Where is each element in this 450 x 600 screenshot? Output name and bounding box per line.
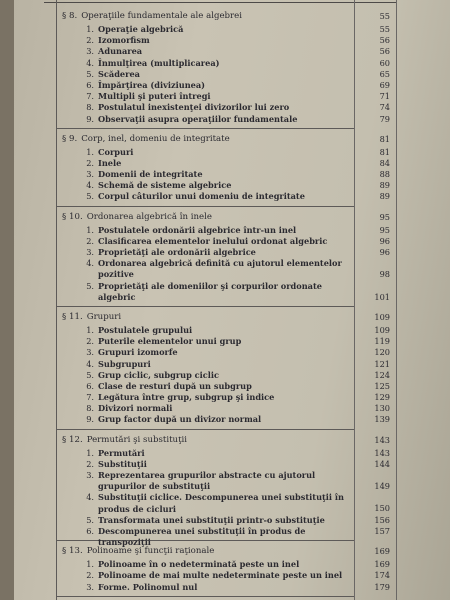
entry-title: Reprezentarea grupurilor abstracte cu ajutorul grupurilor de substituţii <box>98 470 316 492</box>
entry-page-number: 124 <box>374 369 390 380</box>
section-title: Corp, inel, domeniu de integritate <box>81 133 230 144</box>
entry-body <box>98 381 354 392</box>
toc-entry[interactable] <box>14 515 434 526</box>
entry-number: 1. <box>86 24 94 34</box>
entry-number: 5. <box>86 280 94 291</box>
entry-page-number: 120 <box>374 347 390 358</box>
section-number: § 12. <box>62 434 83 445</box>
toc-entry[interactable] <box>14 258 434 280</box>
entry-body <box>98 247 354 258</box>
toc-entry[interactable] <box>14 526 434 548</box>
entry-number: 4. <box>86 492 94 503</box>
entry-title: Grup ciclic, subgrup ciclic <box>98 369 219 380</box>
toc-entry[interactable] <box>14 58 434 69</box>
section-number: § 8. <box>62 11 78 21</box>
entry-number: 4. <box>86 180 94 191</box>
entry-number: 7. <box>86 91 94 102</box>
entry-title: Divizori normali <box>98 403 173 414</box>
entry-body <box>98 58 354 69</box>
entry-title: Descompunerea unei substituţii în produs de transpoziţii <box>98 526 306 548</box>
table-of-contents-page <box>14 0 450 600</box>
entry-body <box>98 225 354 236</box>
entry-title: Permutări <box>98 447 145 458</box>
section-number: § 9. <box>62 133 78 144</box>
entry-page-number: 139 <box>374 414 390 425</box>
section-divider <box>56 206 354 207</box>
section-title: Ordonarea algebrică în inele <box>86 211 212 222</box>
entry-page-number: 157 <box>374 526 390 536</box>
entry-title: Legătura între grup, subgrup şi indice <box>98 392 275 403</box>
entry-title: Izomorfism <box>98 35 150 46</box>
entry-number: 3. <box>86 581 94 592</box>
entry-body <box>98 459 354 470</box>
entry-title: Postulatul inexistenţei divizorilor lui zero <box>98 102 290 113</box>
section-title: Grupuri <box>86 311 122 322</box>
toc-entry[interactable] <box>14 392 434 403</box>
section-divider <box>56 429 354 430</box>
entry-title: Adunarea <box>98 46 143 57</box>
entry-body <box>98 359 354 370</box>
entry-number: 2. <box>86 157 94 168</box>
entry-title: Grupuri izomorfe <box>98 347 178 358</box>
entry-number: 5. <box>86 369 94 380</box>
entry-page-number: 125 <box>374 380 390 391</box>
toc-entry[interactable] <box>14 281 434 303</box>
entry-number: 3. <box>86 347 94 358</box>
toc-entry[interactable] <box>14 492 434 514</box>
section-number: § 11. <box>62 311 83 322</box>
entry-page-number: 179 <box>374 581 390 592</box>
toc-section <box>14 432 434 548</box>
toc-section <box>14 8 434 125</box>
entry-body <box>98 236 354 247</box>
entry-body <box>98 191 354 202</box>
section-title: Polinoame şi funcţii raţionale <box>86 546 215 557</box>
entry-body <box>98 570 354 581</box>
section-divider <box>56 596 354 597</box>
entry-number: 1. <box>86 324 94 335</box>
toc-sections <box>14 8 434 599</box>
entry-body <box>98 102 354 113</box>
entry-title: Clase de resturi după un subgrup <box>98 380 252 391</box>
entry-title: Inele <box>98 157 122 168</box>
entry-page-number: 89 <box>379 180 390 191</box>
toc-entry[interactable] <box>14 247 434 258</box>
entry-body <box>98 114 354 125</box>
entry-body <box>98 46 354 57</box>
entry-number: 2. <box>86 570 94 581</box>
entry-page-number: 109 <box>374 324 390 335</box>
entry-title: Observaţii asupra operaţiilor fundamentale <box>98 113 298 124</box>
top-rule <box>44 2 396 3</box>
entry-body <box>98 147 354 158</box>
entry-number: 9. <box>86 113 94 124</box>
entry-body <box>98 80 354 91</box>
section-number: § 10. <box>62 211 83 222</box>
section-heading <box>14 543 434 559</box>
toc-entry[interactable] <box>14 114 434 125</box>
entry-page-number: 149 <box>374 481 390 492</box>
entry-body <box>98 492 354 514</box>
toc-section <box>14 131 434 203</box>
toc-entry[interactable] <box>14 46 434 57</box>
entry-page-number: 96 <box>379 247 390 257</box>
toc-section <box>14 209 434 303</box>
section-title-line <box>62 312 121 322</box>
entry-number: 4. <box>86 258 94 269</box>
entry-number: 5. <box>86 68 94 79</box>
entry-page-number: 79 <box>379 113 390 124</box>
entry-title: Multipli şi puteri întregi <box>98 91 211 102</box>
entry-title: Corpuri <box>98 146 134 157</box>
section-heading <box>14 309 434 325</box>
entry-number: 3. <box>86 470 94 481</box>
entry-page-number: 129 <box>374 392 390 403</box>
section-page-number: 81 <box>379 133 390 144</box>
entry-page-number: 95 <box>379 224 390 235</box>
entry-body <box>98 35 354 46</box>
entry-body <box>98 281 354 303</box>
toc-entry[interactable] <box>14 169 434 180</box>
entry-page-number: 56 <box>379 35 390 46</box>
entry-body <box>98 515 354 526</box>
entry-number: 1. <box>86 559 94 570</box>
entry-number: 1. <box>86 146 94 157</box>
toc-entry[interactable] <box>14 336 434 347</box>
toc-entry[interactable] <box>14 102 434 113</box>
entry-page-number: 60 <box>379 57 390 68</box>
entry-number: 5. <box>86 191 94 202</box>
section-page-number: 169 <box>374 546 390 557</box>
entry-number: 6. <box>86 526 94 536</box>
entry-body <box>98 325 354 336</box>
entry-page-number: 130 <box>374 403 390 414</box>
entry-title: Proprietăţi ale domeniilor şi corpurilor ordonate algebric <box>98 280 322 302</box>
entry-page-number: 84 <box>379 157 390 168</box>
toc-entry[interactable] <box>14 359 434 370</box>
section-title: Operaţiile fundamentale ale algebrei <box>81 11 242 21</box>
entry-number: 1. <box>86 447 94 458</box>
entry-title: Transformata unei substituţii printr-o substituţie <box>98 514 325 525</box>
toc-entry[interactable] <box>14 91 434 102</box>
entry-body <box>98 370 354 381</box>
entry-body <box>98 403 354 414</box>
entry-page-number: 98 <box>379 269 390 280</box>
entry-page-number: 56 <box>379 46 390 57</box>
entry-page-number: 96 <box>379 235 390 246</box>
entry-number: 2. <box>86 336 94 347</box>
entry-body <box>98 582 354 593</box>
entry-page-number: 143 <box>374 447 390 458</box>
entry-title: Împărţirea (diviziunea) <box>98 79 206 90</box>
entry-number: 8. <box>86 102 94 113</box>
section-title-line <box>62 212 212 222</box>
section-title-line <box>62 435 187 445</box>
section-page-number: 143 <box>374 434 390 445</box>
toc-entry[interactable] <box>14 470 434 492</box>
entry-body <box>98 526 354 548</box>
entry-title: Subgrupuri <box>98 358 151 369</box>
entry-page-number: 55 <box>379 24 390 34</box>
entry-title: Polinoame de mai multe nedeterminate peste un inel <box>98 570 343 581</box>
entry-number: 3. <box>86 169 94 180</box>
entry-title: Postulatele ordonării algebrice într-un inel <box>98 224 297 235</box>
toc-entry[interactable] <box>14 414 434 425</box>
entry-body <box>98 180 354 191</box>
section-page-number: 55 <box>379 11 390 21</box>
entry-title: Operaţie algebrică <box>98 24 184 34</box>
toc-entry[interactable] <box>14 158 434 169</box>
entry-page-number: 119 <box>374 336 390 347</box>
entry-number: 2. <box>86 235 94 246</box>
entry-page-number: 81 <box>379 146 390 157</box>
section-title: Permutări şi substituţii <box>86 434 188 445</box>
entry-page-number: 121 <box>374 358 390 369</box>
toc-entry[interactable] <box>14 347 434 358</box>
toc-entry[interactable] <box>14 225 434 236</box>
entry-body <box>98 258 354 280</box>
entry-body <box>98 91 354 102</box>
section-heading <box>14 432 434 448</box>
toc-entry[interactable] <box>14 459 434 470</box>
entry-title: Forme. Polinomul nul <box>98 581 198 592</box>
entry-page-number: 144 <box>374 458 390 469</box>
toc-entry[interactable] <box>14 80 434 91</box>
entry-body <box>98 169 354 180</box>
entry-page-number: 65 <box>379 68 390 79</box>
entry-title: Ordonarea algebrică definită cu ajutorul elementelor pozitive <box>98 258 342 280</box>
entry-page-number: 174 <box>374 570 390 581</box>
entry-number: 8. <box>86 403 94 414</box>
toc-entry[interactable] <box>14 370 434 381</box>
entry-title: Înmulţirea (multiplicarea) <box>98 57 220 68</box>
entry-page-number: 150 <box>374 503 390 514</box>
entry-page-number: 74 <box>379 102 390 113</box>
entry-page-number: 156 <box>374 514 390 525</box>
section-heading <box>14 131 434 147</box>
section-divider <box>56 306 354 307</box>
section-title-line <box>62 134 230 144</box>
entry-title: Proprietăţi ale ordonării algebrice <box>98 247 256 257</box>
section-divider <box>56 128 354 129</box>
toc-entry[interactable] <box>14 559 434 570</box>
toc-entry[interactable] <box>14 236 434 247</box>
section-page-number: 95 <box>379 211 390 222</box>
entry-number: 1. <box>86 224 94 235</box>
entry-number: 3. <box>86 46 94 57</box>
toc-section <box>14 543 434 593</box>
entry-page-number: 89 <box>379 191 390 202</box>
section-number: § 13. <box>62 546 83 557</box>
entry-title: Substituţii ciclice. Descompunerea unei substituţii în produs de cicluri <box>98 492 344 514</box>
toc-entry[interactable] <box>14 582 434 593</box>
toc-entry[interactable] <box>14 381 434 392</box>
entry-page-number: 71 <box>379 91 390 102</box>
entry-title: Scăderea <box>98 68 140 79</box>
toc-entry[interactable] <box>14 325 434 336</box>
entry-number: 2. <box>86 458 94 469</box>
entry-title: Puterile elementelor unui grup <box>98 336 242 347</box>
toc-entry[interactable] <box>14 147 434 158</box>
section-heading <box>14 8 434 24</box>
entry-number: 7. <box>86 392 94 403</box>
toc-entry[interactable] <box>14 403 434 414</box>
entry-page-number: 169 <box>374 559 390 570</box>
entry-title: Substituţii <box>98 458 147 469</box>
entry-title: Schemă de sisteme algebrice <box>98 180 232 191</box>
entry-title: Domenii de integritate <box>98 169 203 180</box>
toc-entry[interactable] <box>14 35 434 46</box>
toc-entry[interactable] <box>14 69 434 80</box>
entry-title: Clasificarea elementelor inelului ordonat algebric <box>98 235 328 246</box>
entry-body <box>98 448 354 459</box>
entry-body <box>98 347 354 358</box>
toc-entry[interactable] <box>14 448 434 459</box>
entry-number: 4. <box>86 358 94 369</box>
entry-body <box>98 24 354 35</box>
entry-body <box>98 470 354 492</box>
entry-page-number: 101 <box>374 291 390 302</box>
entry-page-number: 88 <box>379 169 390 180</box>
entry-body <box>98 336 354 347</box>
entry-number: 9. <box>86 414 94 425</box>
entry-body <box>98 158 354 169</box>
entry-body <box>98 69 354 80</box>
entry-page-number: 69 <box>379 79 390 90</box>
entry-number: 5. <box>86 514 94 525</box>
entry-number: 2. <box>86 35 94 46</box>
section-page-number: 109 <box>374 311 390 322</box>
toc-entry[interactable] <box>14 191 434 202</box>
entry-title: Corpul câturilor unui domeniu de integritate <box>98 191 305 202</box>
section-title-line <box>62 11 242 21</box>
toc-entry[interactable] <box>14 24 434 35</box>
toc-section <box>14 309 434 426</box>
toc-entry[interactable] <box>14 180 434 191</box>
toc-entry[interactable] <box>14 570 434 581</box>
entry-number: 6. <box>86 380 94 391</box>
entry-body <box>98 414 354 425</box>
entry-number: 4. <box>86 57 94 68</box>
entry-number: 3. <box>86 247 94 257</box>
entry-title: Polinoame în o nedeterminată peste un inel <box>98 559 300 570</box>
entry-title: Postulatele grupului <box>98 324 193 335</box>
section-title-line <box>62 546 214 556</box>
entry-title: Grup factor după un divizor normal <box>98 414 262 425</box>
entry-body <box>98 392 354 403</box>
section-heading <box>14 209 434 225</box>
entry-body <box>98 559 354 570</box>
entry-number: 6. <box>86 79 94 90</box>
